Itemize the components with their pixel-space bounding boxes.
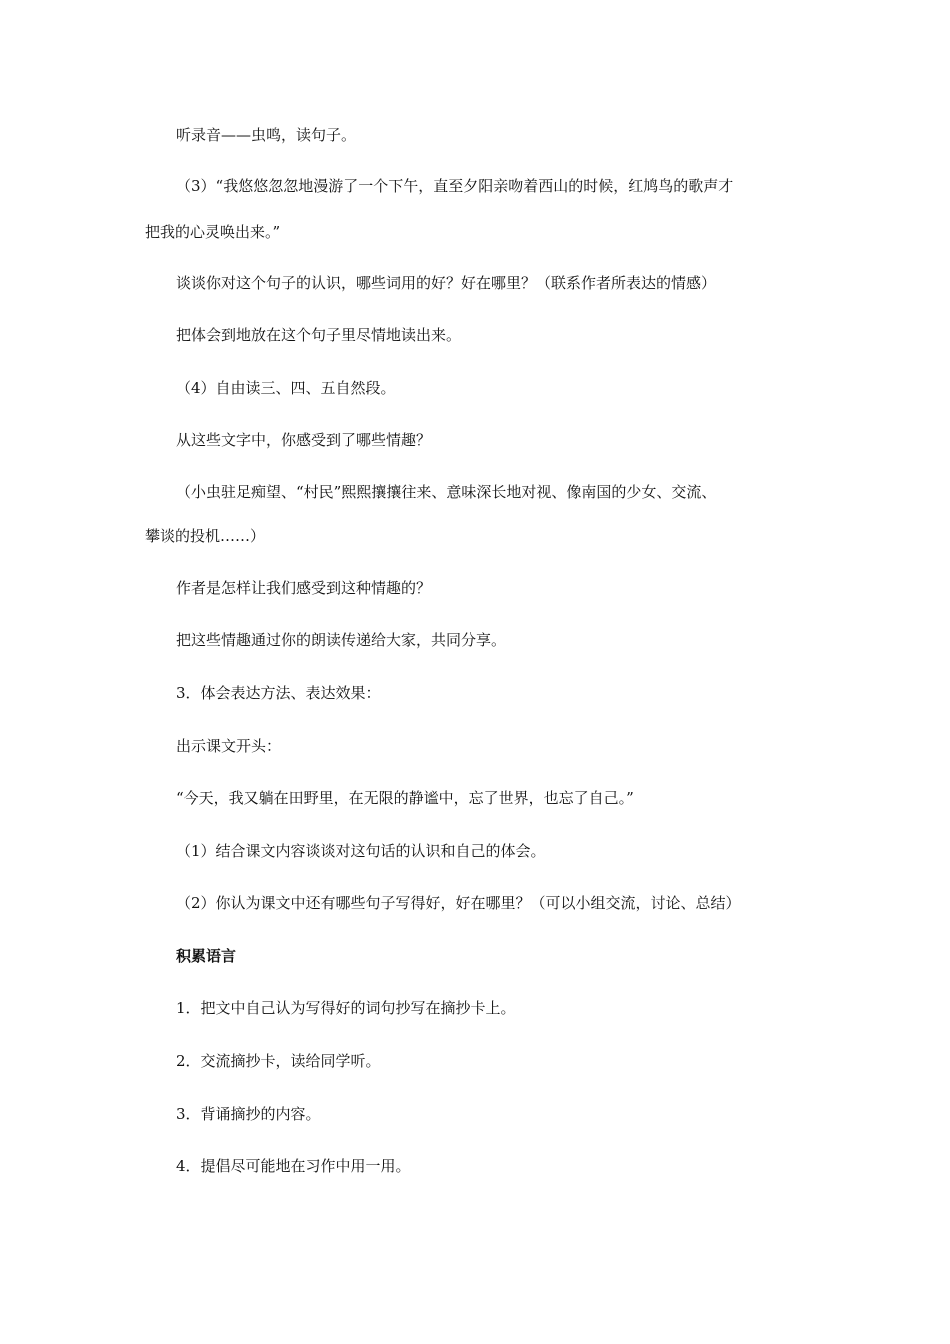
section-heading-accumulate-language: 积累语言 — [176, 947, 237, 965]
paragraph-item-3-line-2: 把我的心灵唤出来。” — [145, 223, 281, 241]
paragraph-feel-interest: 从这些文字中，你感受到了哪些情趣？ — [176, 431, 432, 449]
quote-opening: “今天，我又躺在田野里，在无限的静谧中，忘了世界，也忘了自己。” — [176, 789, 634, 807]
paragraph-how-author: 作者是怎样让我们感受到这种情趣的？ — [176, 579, 432, 597]
paragraph-examples-line-1: （小虫驻足痴望、“村民”熙熙攘攘往来、意味深长地对视、像南国的少女、交流、 — [176, 483, 717, 501]
paragraph-item-3-line-1: （3）“我悠悠忽忽地漫游了一个下午，直至夕阳亲吻着西山的时候，红鸠鸟的歌声才 — [176, 177, 734, 195]
list-item-2: 2．交流摘抄卡，读给同学听。 — [176, 1052, 381, 1070]
paragraph-discuss-sentence: 谈谈你对这个句子的认识，哪些词用的好？好在哪里？（联系作者所表达的情感） — [176, 274, 717, 292]
heading-expression-method: 3．体会表达方法、表达效果： — [176, 684, 381, 702]
paragraph-read-aloud: 把体会到地放在这个句子里尽情地读出来。 — [176, 326, 462, 344]
paragraph-show-opening: 出示课文开头： — [176, 737, 282, 755]
paragraph-item-4: （4）自由读三、四、五自然段。 — [176, 379, 396, 397]
list-item-4: 4．提倡尽可能地在习作中用一用。 — [176, 1157, 411, 1175]
paragraph-share: 把这些情趣通过你的朗读传递给大家，共同分享。 — [176, 631, 507, 649]
list-item-1: 1．把文中自己认为写得好的词句抄写在摘抄卡上。 — [176, 999, 516, 1017]
paragraph-examples-line-2: 攀谈的投机……） — [145, 527, 266, 545]
question-2: （2）你认为课文中还有哪些句子写得好，好在哪里？（可以小组交流，讨论、总结） — [176, 894, 741, 912]
list-item-3: 3．背诵摘抄的内容。 — [176, 1105, 321, 1123]
paragraph-listen-recording: 听录音——虫鸣，读句子。 — [176, 126, 357, 144]
question-1: （1）结合课文内容谈谈对这句话的认识和自己的体会。 — [176, 842, 546, 860]
